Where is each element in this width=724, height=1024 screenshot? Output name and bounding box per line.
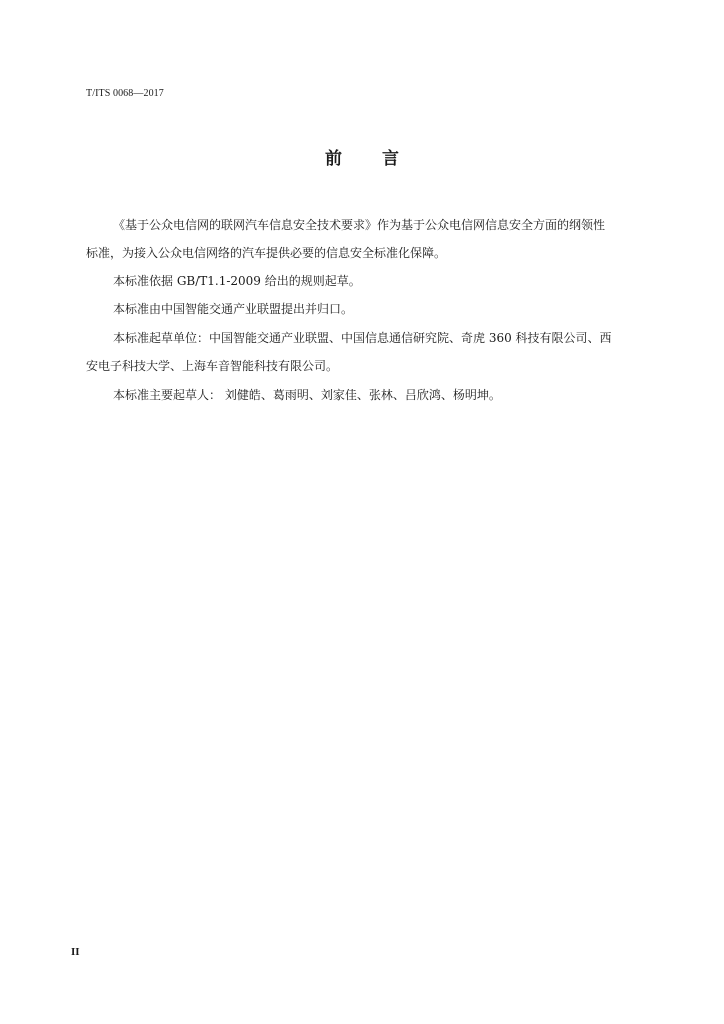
paragraph-2: 本标准依据 GB/T1.1-2009 给出的规则起草。	[113, 274, 361, 288]
paragraph-4-line-1: 本标准起草单位：中国智能交通产业联盟、中国信息通信研究院、奇虎 360 科技有限公司、西	[113, 331, 612, 345]
paragraph-1-line-2: 标准，为接入公众电信网络的汽车提供必要的信息安全标准化保障。	[86, 246, 447, 260]
page-title: 前言	[325, 149, 439, 169]
paragraph-3: 本标准由中国智能交通产业联盟提出并归口。	[113, 302, 354, 316]
standard-code: T/ITS 0068—2017	[86, 88, 164, 99]
paragraph-4-line-2: 安电子科技大学、上海车音智能科技有限公司。	[86, 359, 339, 373]
page-number: II	[71, 946, 80, 958]
paragraph-1-line-1: 《基于公众电信网的联网汽车信息安全技术要求》作为基于公众电信网信息安全方面的纲领性	[113, 218, 606, 232]
paragraph-5: 本标准主要起草人： 刘健皓、葛雨明、刘家佳、张林、吕欣鸿、杨明坤。	[113, 388, 501, 402]
